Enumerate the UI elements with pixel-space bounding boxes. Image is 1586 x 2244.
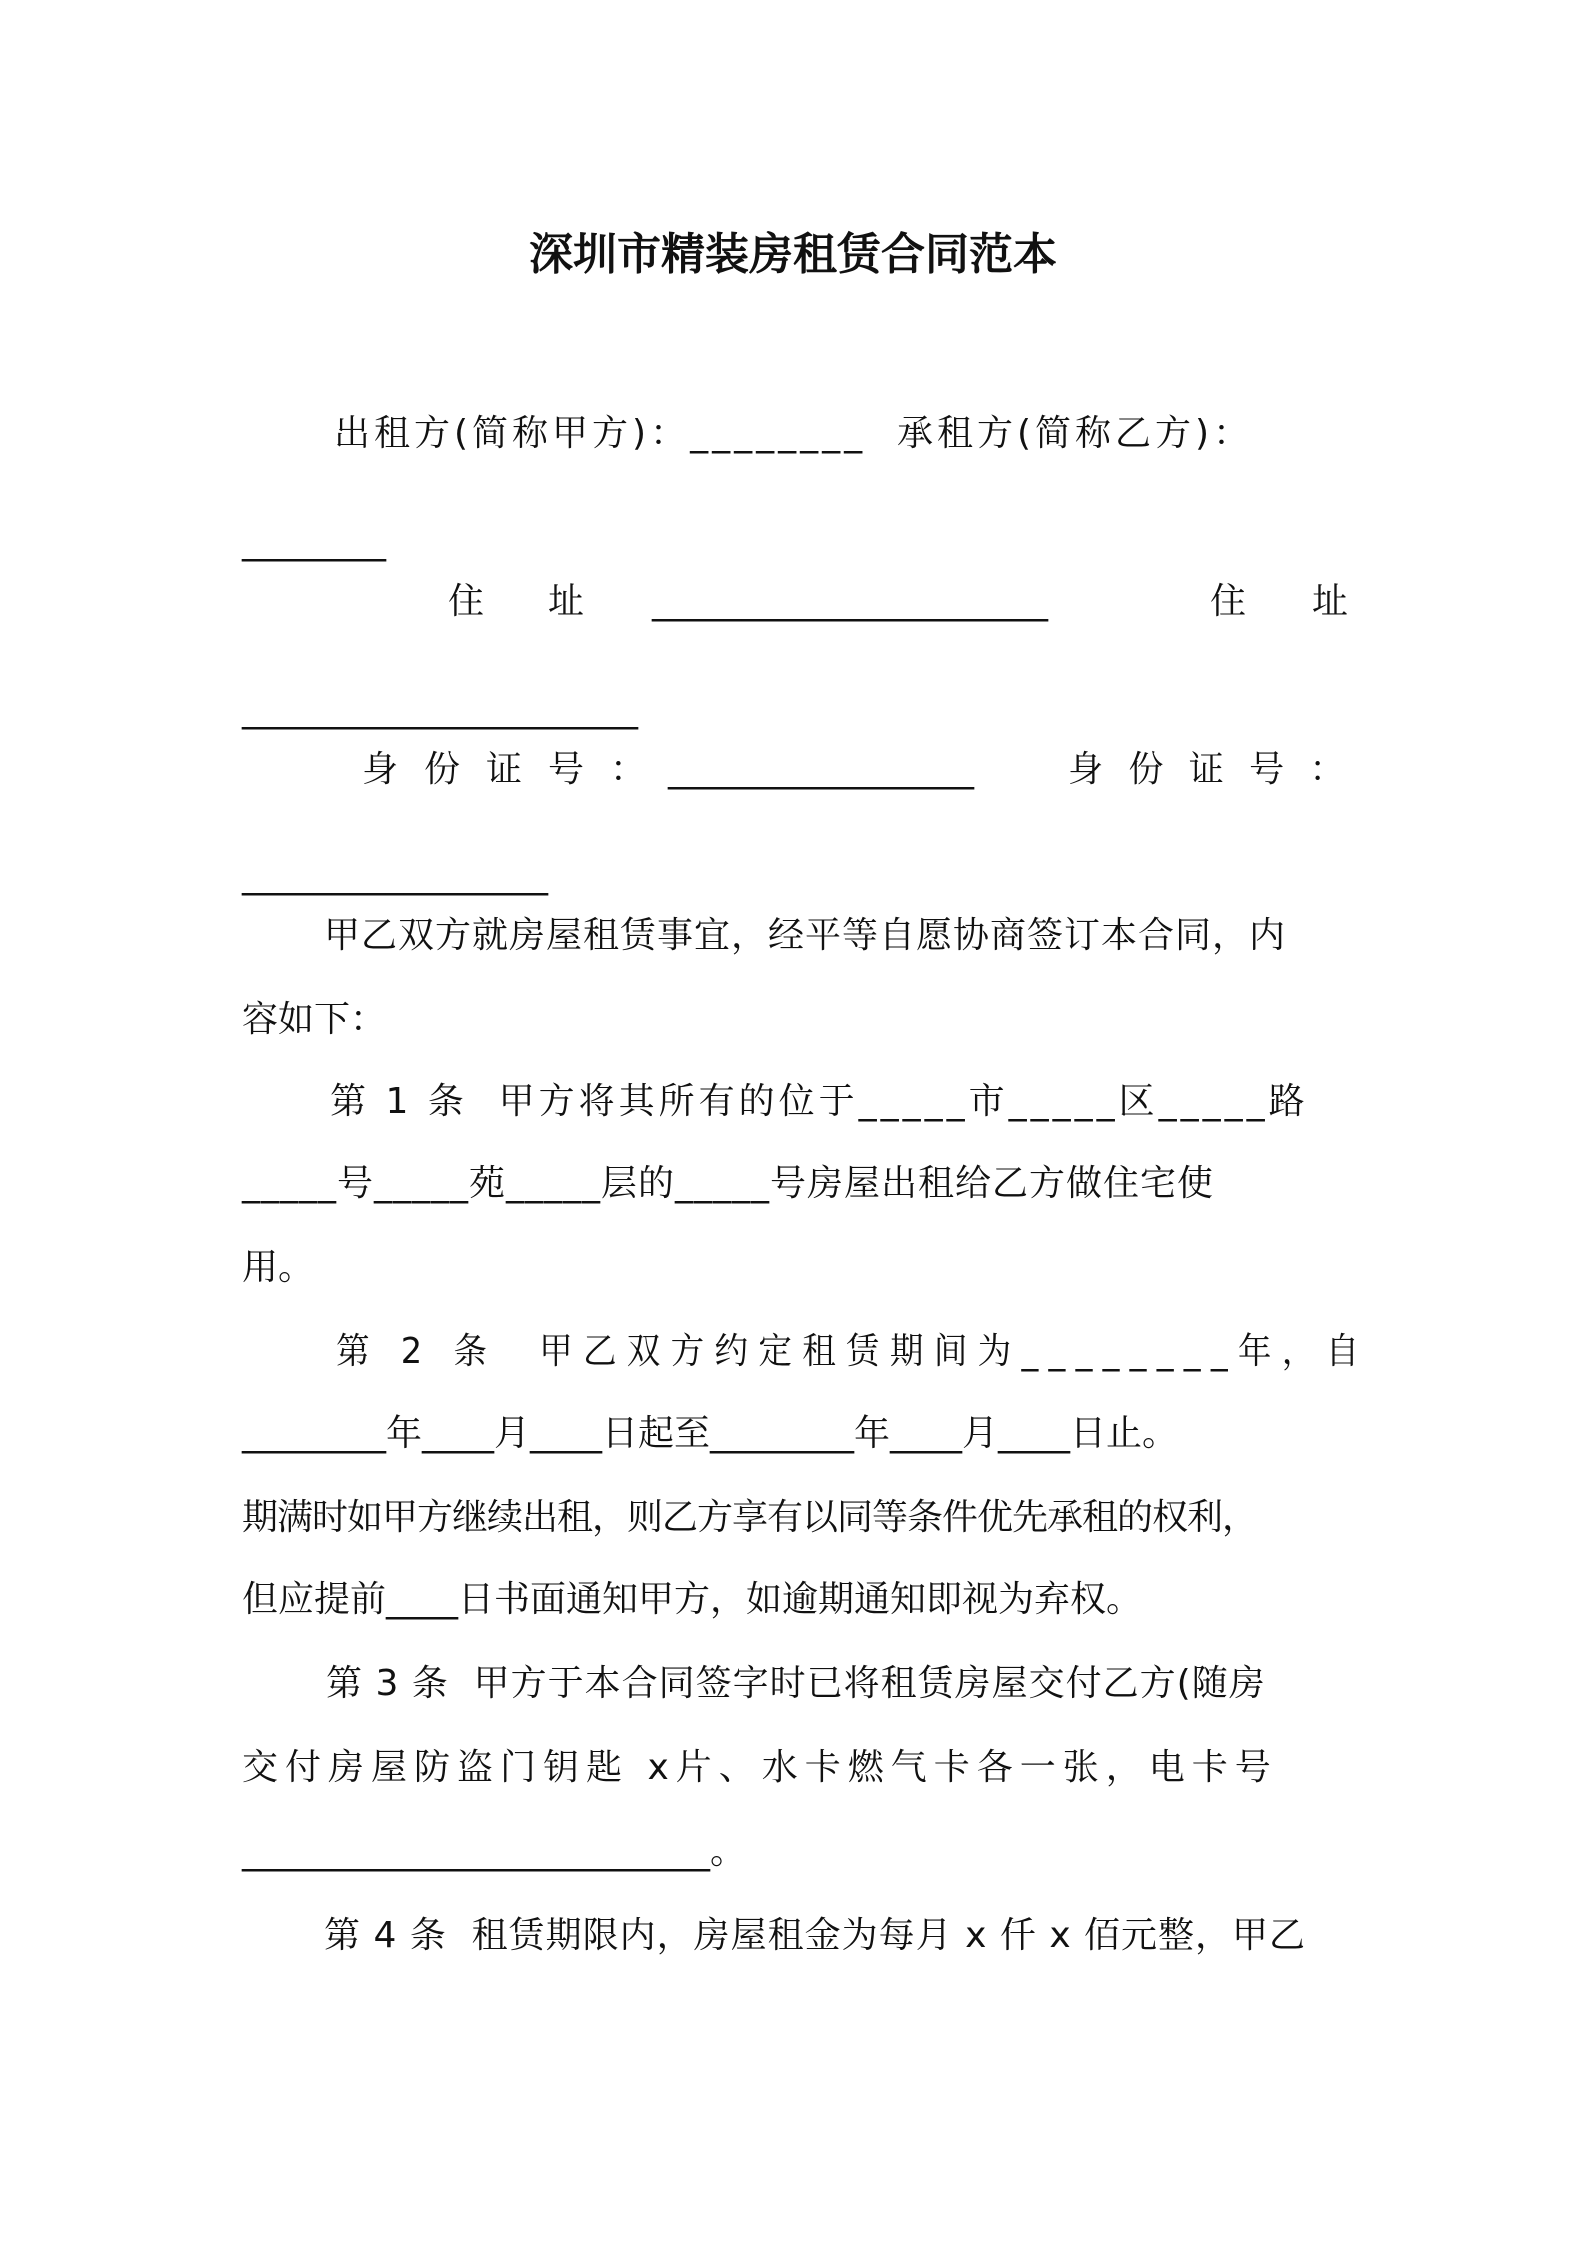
article-2-line-4: 但应提前____日书面通知甲方，如逾期通知即视为弃权。 xyxy=(242,1579,1143,1620)
article-3-line-1: 第 3 条 甲方于本合同签字时已将租赁房屋交付乙方(随房 xyxy=(326,1663,1266,1704)
id-blank-a: _________________ xyxy=(668,749,974,790)
article-1-line-3: 用。 xyxy=(242,1247,315,1288)
id-label-b: 身份证号： xyxy=(1068,749,1370,790)
intro-paragraph-line-2: 容如下： xyxy=(242,999,387,1040)
intro-paragraph-line-1: 甲乙双方就房屋租赁事宜，经平等自愿协商签订本合同，内 xyxy=(324,915,1287,956)
document-title: 深圳市精装房租赁合同范本 xyxy=(529,229,1057,280)
address-blank-b: ______________________ xyxy=(242,689,638,730)
party-line-blank: ________ xyxy=(242,521,386,562)
id-label-a: 身份证号： xyxy=(362,749,673,790)
address-label-a2: 址 xyxy=(548,581,585,622)
article-1-line-1: 第 1 条 甲方将其所有的位于_____市_____区_____路 xyxy=(330,1081,1309,1122)
article-1-line-2: _____号_____苑_____层的_____号房屋出租给乙方做住宅使 xyxy=(242,1163,1215,1204)
article-3-line-2: 交付房屋防盗门钥匙 x片、水卡燃气卡各一张，电卡号 xyxy=(242,1747,1278,1788)
party-line: 出租方(简称甲方)：________ 承租方(简称乙方)： xyxy=(334,413,1254,454)
article-2-line-3: 期满时如甲方继续出租，则乙方享有以同等条件优先承租的权利， xyxy=(242,1497,1258,1538)
article-2-line-2: ________年____月____日起至________年____月____日止。 xyxy=(242,1413,1179,1454)
address-label-a1: 住 xyxy=(448,581,485,622)
article-2-line-1: 第 2 条 甲乙双方约定租赁期间为________年，自 xyxy=(336,1331,1370,1372)
address-label-b2: 址 xyxy=(1312,581,1349,622)
address-blank-a: ______________________ xyxy=(652,581,1048,622)
id-blank-b: _________________ xyxy=(242,855,548,896)
address-label-b1: 住 xyxy=(1210,581,1247,622)
article-4-line-1: 第 4 条 租赁期限内，房屋租金为每月 x 仟 x 佰元整，甲乙 xyxy=(324,1915,1307,1956)
article-3-line-3: __________________________。 xyxy=(242,1831,746,1872)
